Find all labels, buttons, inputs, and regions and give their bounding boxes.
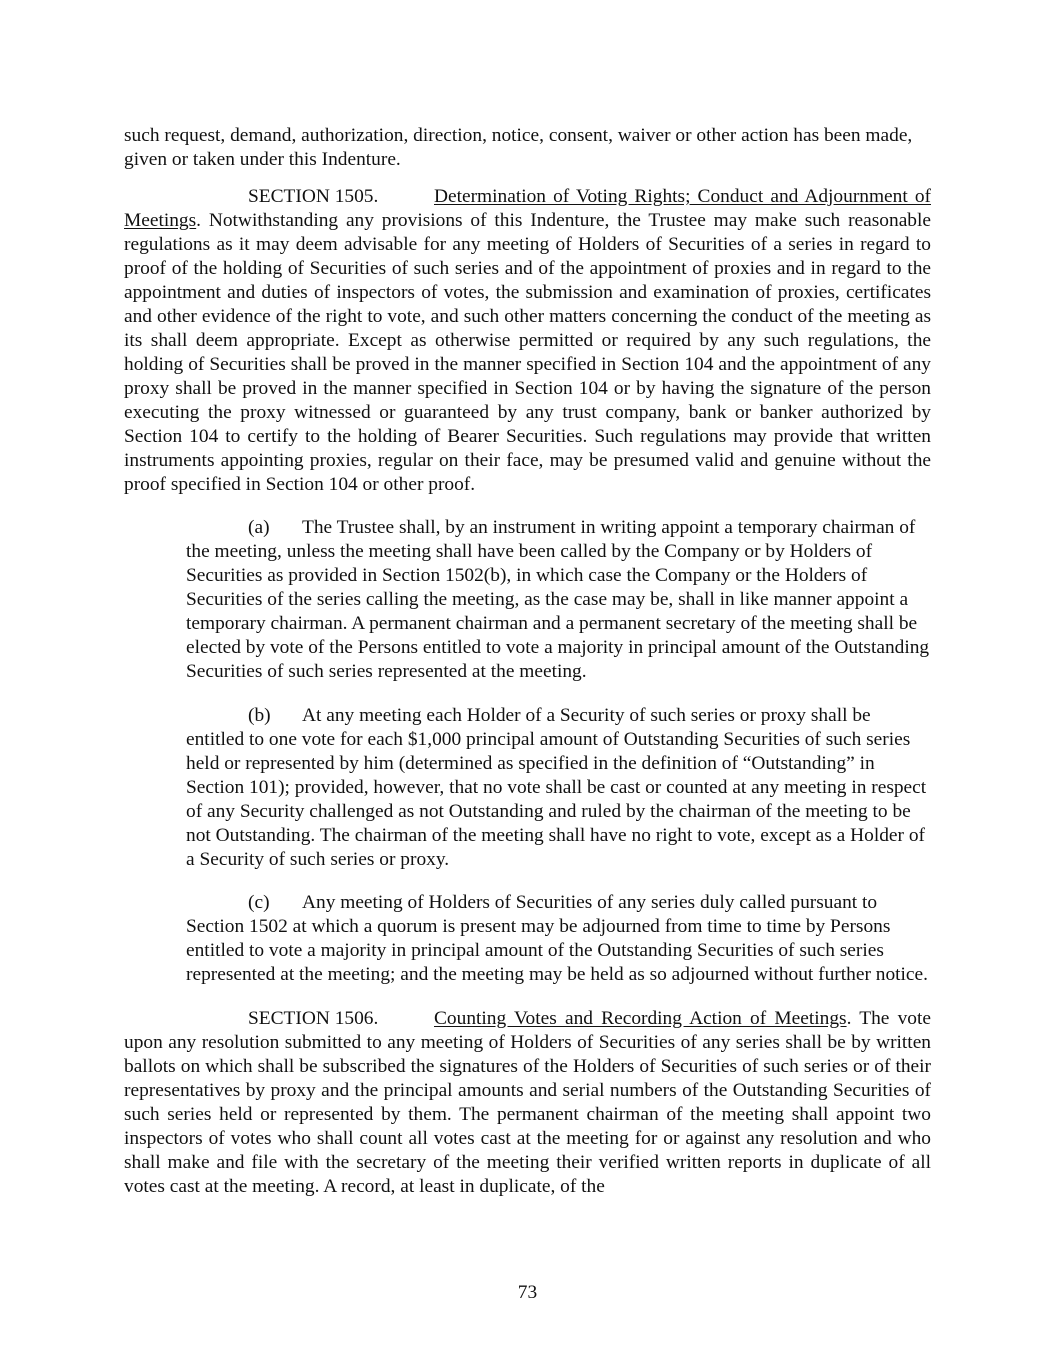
section-1505-body: . Notwithstanding any provisions of this Indenture, the Trustee may make such reasonable regulations as it may deem advisable for any meeting of Holders of Securities of a series in regard to proof of the holding of Securities of such series and of the appointment of proxies and in regard to the appointment and duties of inspectors of votes, the submission and examination of proxies, certificates and other evidence of the right to vote, and such other matters concerning the conduct of the meeting as its shall deem appropriate. Except as otherwise permitted or required by any such regulations, the holding of Securities shall be proved in the manner specified in Section 104 and the appointment of any proxy shall be proved in the manner specified in Section 104 or by having the signature of the person executing the proxy witnessed or guaranteed by any trust company, bank or banker authorized by Section 104 to certify to the holding of Bearer Securities. Such regulations may provide that written instruments appointing proxies, regular on their face, may be presumed valid and genuine without the proof specified in Section 104 or other proof. xyxy=(124,210,931,495)
section-1506 xyxy=(124,1007,931,1199)
subsection-b-text: At any meeting each Holder of a Security of such series or proxy shall be entitled to one vote for each $1,000 principal amount of Outstanding Securities of such series held or represented by him (determined as specified in the definition of “Outstanding” in Section 101); provided, however, that no vote shall be cast or counted at any meeting in respect of any Security challenged as not Outstanding and ruled by the chairman of the meeting to be not Outstanding. The chairman of the meeting shall have no right to vote, except as a Holder of a Security of such series or proxy. xyxy=(186,704,927,870)
section-1506-title: Counting Votes and Recording Action of Meetings xyxy=(434,1007,847,1029)
subsection-c-text: Any meeting of Holders of Securities of any series duly called pursuant to Section 1502 at which a quorum is present may be adjourned from time to time by Persons entitled to vote a majority in principal amount of the Outstanding Securities of such series represented at the meeting; and the meeting may be held as so adjourned without further notice. xyxy=(186,892,928,986)
subsection-c-label: (c) xyxy=(248,892,270,914)
subsection-c xyxy=(186,891,931,987)
page-number: 73 xyxy=(517,1282,538,1303)
section-1505-title: Determination of Voting Rights; Conduct and Adjournment of Meetings xyxy=(124,186,931,231)
subsection-a-label: (a) xyxy=(248,517,270,539)
subsection-a-text: The Trustee shall, by an instrument in writing appoint a temporary chairman of the meeting, unless the meeting shall have been called by the Company or by Holders of Securities as provided in Section 1502(b), in which case the Company or the Holders of Securities of the series calling the meeting, as the case may be, shall in like manner appoint a temporary chairman. A permanent chairman and a permanent secretary of the meeting shall be elected by vote of the Persons entitled to vote a majority in principal amount of the Outstanding Securities of such series represented at the meeting. xyxy=(186,517,930,683)
continuation-paragraph: such request, demand, authorization, direction, notice, consent, waiver or other action has been made, given or taken under this Indenture. xyxy=(124,125,913,170)
section-1505-number: SECTION 1505. xyxy=(248,186,379,207)
section-1505-heading xyxy=(124,185,434,209)
subsection-a xyxy=(186,516,931,684)
section-1506-body: . The vote upon any resolution submitted to any meeting of Holders of Securities of any series shall be by written ballots on which shall be subscribed the signatures of the Holders of Securities of such series or of their representatives by proxy and the principal amounts and serial numbers of the Outstanding Securities of such series held or represented by them. The permanent chairman of the meeting shall appoint two inspectors of votes who shall count all votes cast at the meeting for or against any resolution and who shall make and file with the secretary of the meeting their verified written reports in duplicate of all votes cast at the meeting. A record, at least in duplicate, of the xyxy=(124,1007,931,1197)
subsection-b-label: (b) xyxy=(248,704,271,726)
section-1506-heading xyxy=(124,1007,434,1031)
section-1505 xyxy=(124,185,931,497)
document-page xyxy=(124,124,931,1218)
subsection-b xyxy=(186,704,931,872)
section-1506-number: SECTION 1506. xyxy=(248,1007,379,1029)
